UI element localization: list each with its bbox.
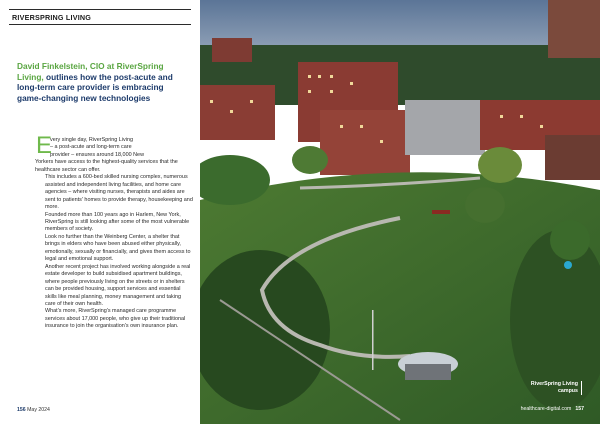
tree xyxy=(292,146,328,174)
photo-caption: RiverSpring Living campus xyxy=(530,381,578,394)
article-first-line: provider – ensures around 18,000 New xyxy=(50,151,145,158)
tower-building xyxy=(548,0,600,58)
article-first-line: – a post-acute and long-term care xyxy=(50,144,132,151)
tree xyxy=(465,187,505,223)
building xyxy=(545,135,600,180)
footer-left xyxy=(17,407,50,413)
building xyxy=(320,110,410,175)
tree xyxy=(550,220,590,260)
dropcap: E xyxy=(36,132,53,159)
pavilion xyxy=(405,364,451,380)
aerial-campus-photo xyxy=(200,0,600,424)
page-number-left: 156 xyxy=(17,407,26,413)
article-paragraph: Founded more than 100 years ago in Harlem, New York, RiverSpring is still looking after some of the most vulnerable members of society. xyxy=(45,211,190,233)
footer-right xyxy=(521,406,584,412)
standfirst-text: outlines how the post-acute and long-term care provider is embracing game-changing new technologies xyxy=(17,71,173,104)
photo-illustration xyxy=(200,0,600,424)
section-header-bar xyxy=(9,9,191,25)
article-paragraph: Another recent project has involved working alongside a real estate developer to build subsidised apartment buildings, where people previously living on the streets or in shelters can be provided housing, support services and essential skills like meal planning, money management and taking care of their own health. xyxy=(45,263,191,307)
section-label: RIVERSPRING LIVING xyxy=(12,13,92,22)
article-paragraph: Yorkers have access to the highest-quality services that the healthcare sector can offer. xyxy=(35,159,178,173)
lamp-post xyxy=(372,310,374,370)
article-paragraph: This includes a 600-bed skilled nursing complex, numerous assisted and independent living facilities, and home care agencies – where visiting nurses, therapists and aides are sent to patients' homes to provide therapy, housekeeping and more. xyxy=(45,174,193,211)
building xyxy=(405,100,485,155)
article-first-line: very single day, RiverSpring Living xyxy=(50,137,134,143)
left-page xyxy=(0,0,200,424)
distant-building xyxy=(212,38,252,62)
building xyxy=(200,85,275,140)
caption-rule xyxy=(581,381,582,395)
standfirst xyxy=(17,61,189,104)
standfirst-highlight: David Finkelstein, CIO at RiverSpring Living, xyxy=(17,61,164,82)
article-paragraph: What's more, RiverSpring's managed care programme services about 17,000 people, who give up their traditional insurance to join the organisation's own insurance plan. xyxy=(45,308,186,330)
page-number-right: 157 xyxy=(575,406,584,412)
tree xyxy=(478,147,522,183)
article-paragraph: Look no further than the Weinberg Center, a shelter that brings in elders who have been abused either physically, emotionally, sexually or financially, and gives them access to legal and emotional support. xyxy=(45,233,191,263)
sculpture xyxy=(432,210,450,214)
blue-object xyxy=(564,261,572,269)
site-url[interactable]: healthcare-digital.com xyxy=(520,406,572,412)
issue-date: May 2024 xyxy=(27,407,50,413)
article-body xyxy=(35,132,193,331)
